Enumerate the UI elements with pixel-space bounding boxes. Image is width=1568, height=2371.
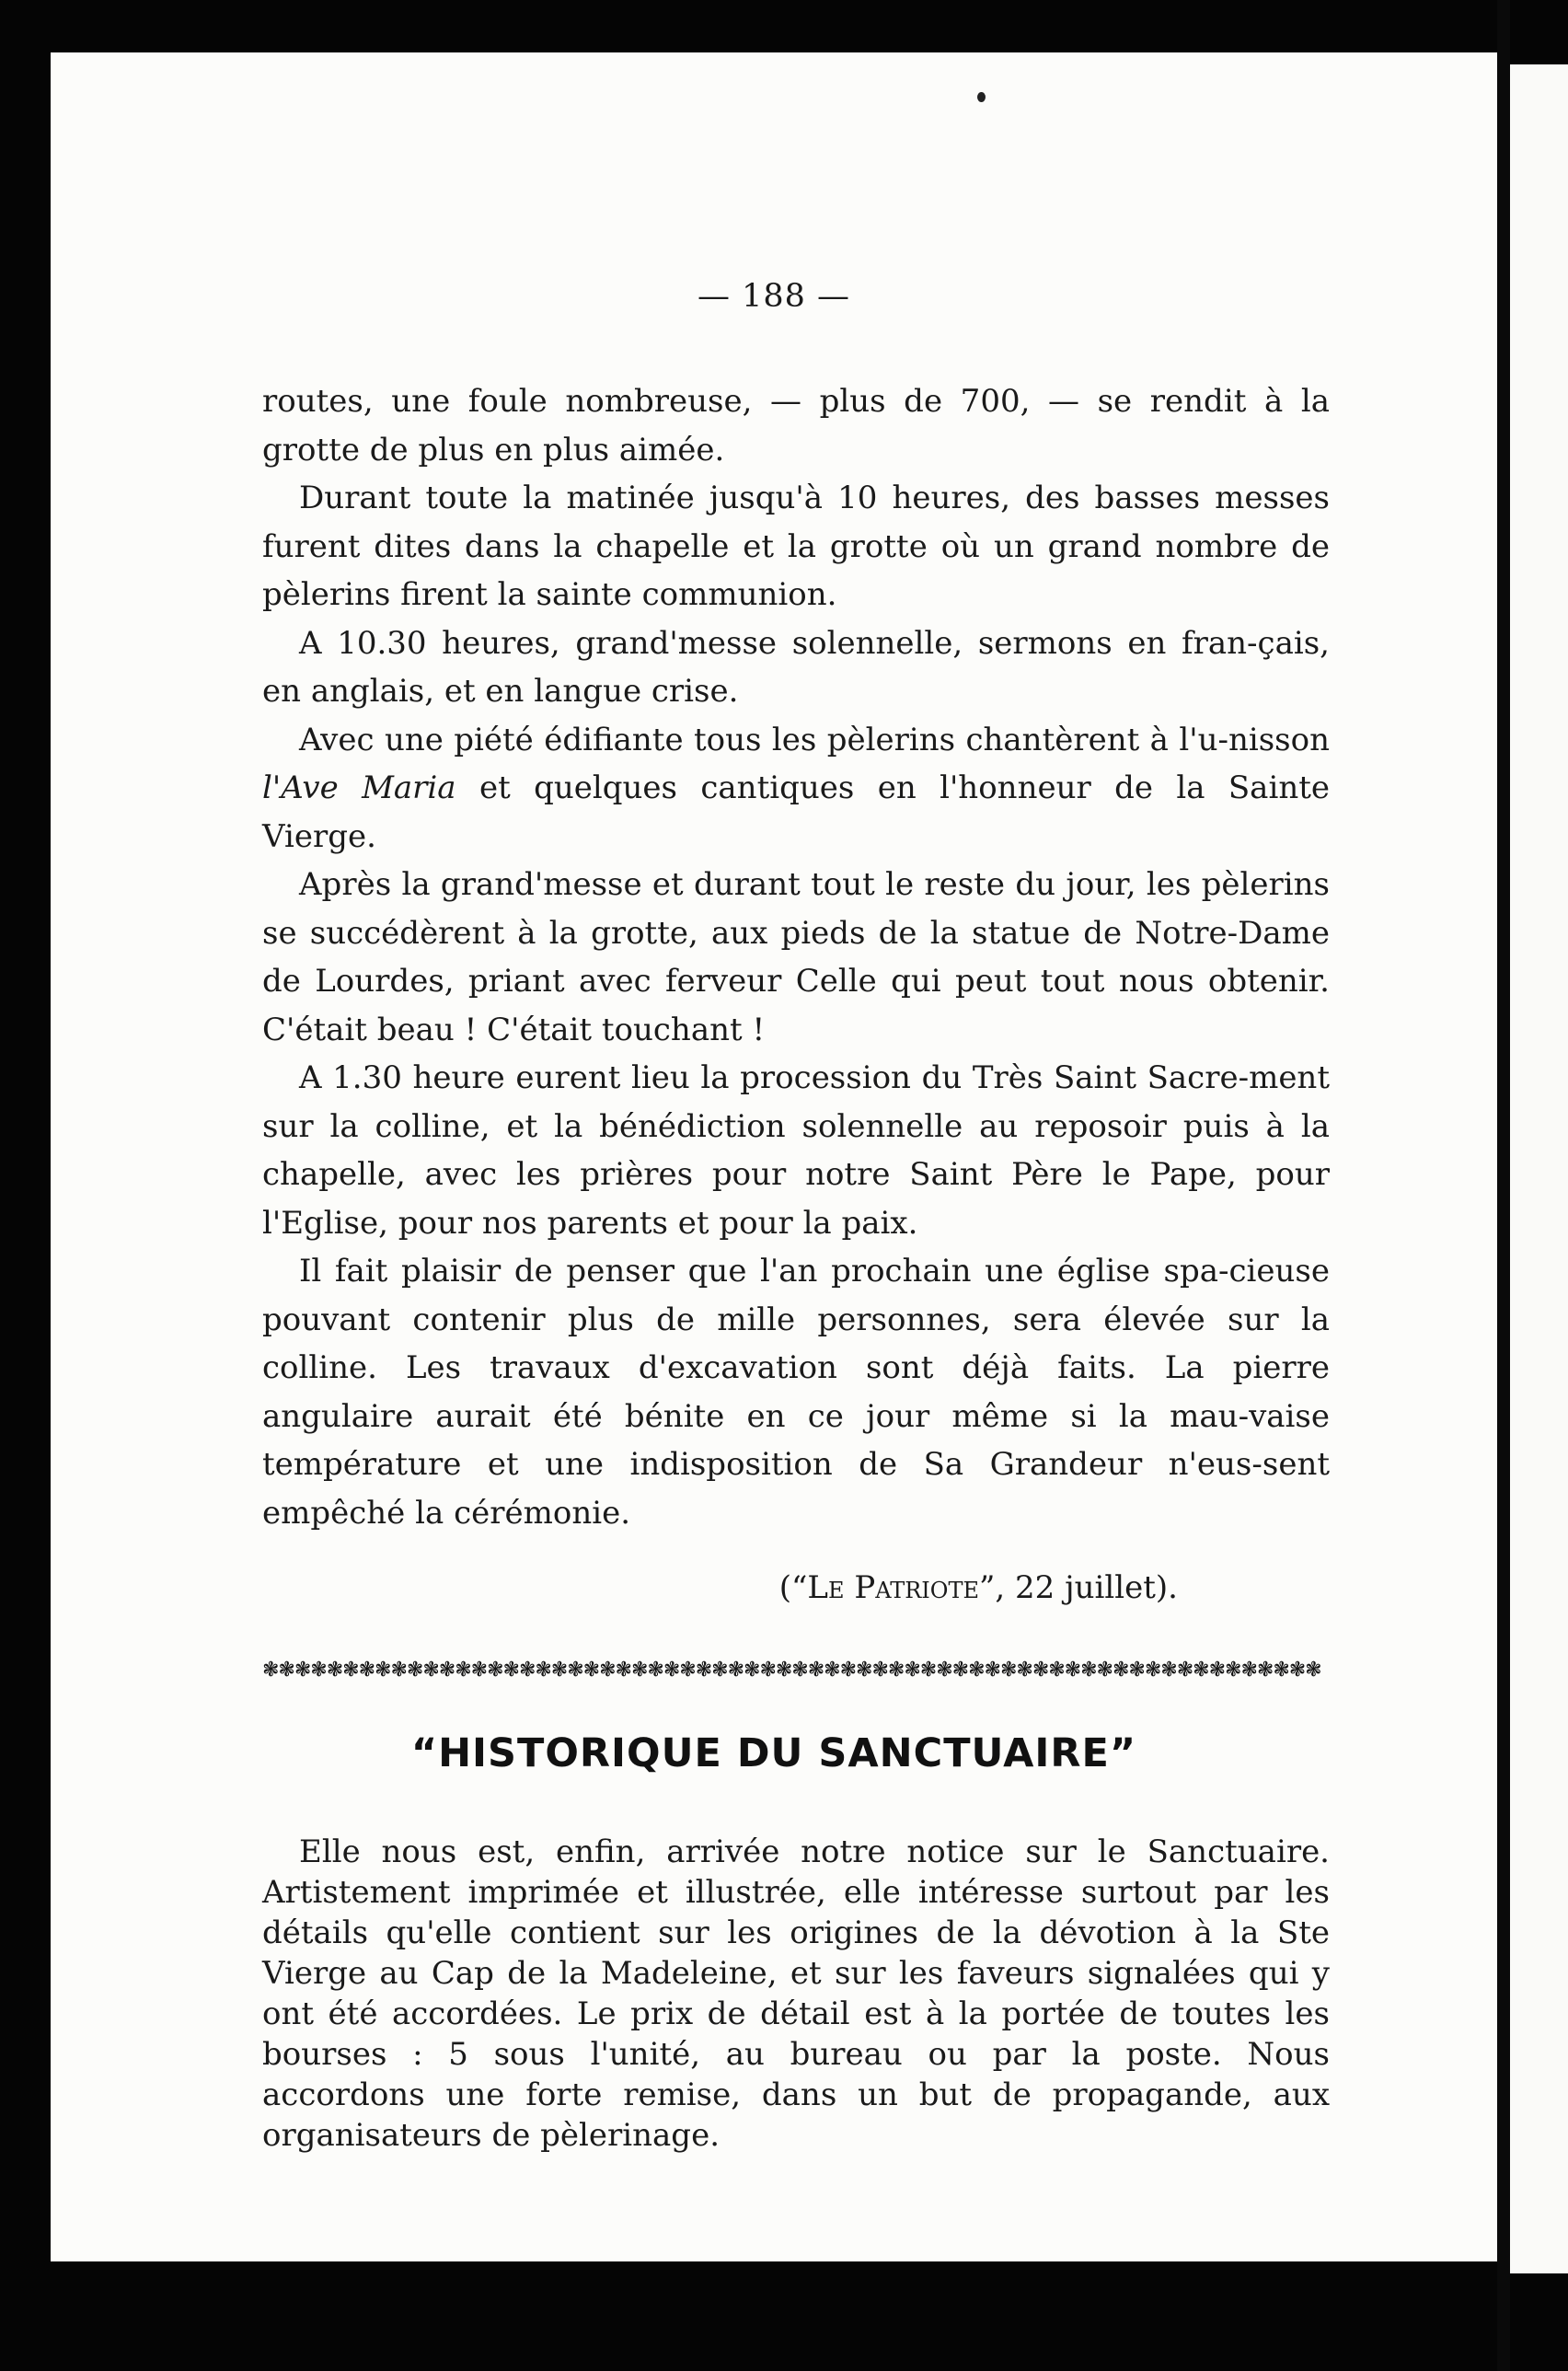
paragraph (262, 716, 1330, 862)
paragraph: A 10.30 heures, grand'messe solennelle, sermons en fran-çais, en anglais, et en langue crise. (262, 624, 1330, 710)
section-heading: “HISTORIQUE DU SANCTUAIRE” (410, 1730, 1137, 1776)
page-number: — 188 — (697, 278, 851, 315)
book-page (51, 52, 1497, 2261)
ink-speck (977, 92, 986, 102)
facing-page-edge (1510, 64, 1568, 2273)
citation-date: ”, 22 juillet). (979, 1569, 1178, 1606)
paragraph: Après la grand'messe et durant tout le reste du jour, les pèlerins se succédèrent à la grotte, aux pieds de la statue de Notre-Dame de Lourdes, priant avec ferveur Celle qui peut tout nous obtenir. C'était beau ! C'était touchant ! (262, 866, 1330, 1048)
source-citation (51, 1569, 1178, 1606)
article-body (262, 377, 1330, 1537)
page-gutter (1497, 0, 1510, 2371)
newspaper-name: Le Patriote (807, 1569, 979, 1606)
paragraph: Durant toute la matinée jusqu'à 10 heures, des basses messes furent dites dans la chapelle et la grotte où un grand nombre de pèlerins firent la sainte communion. (262, 480, 1330, 613)
notice-body (262, 1832, 1330, 2156)
paragraph-text: Avec une piété édifiante tous les pèlerins chantèrent à l'u-nisson (299, 721, 1330, 758)
paragraph: Elle nous est, enfin, arrivée notre notice sur le Sanctuaire. Artistement imprimée et illustrée, elle intéresse surtout par les détails qu'elle contient sur les origines de la dévotion à la Ste Vierge au Cap de la Madeleine, et sur les faveurs signalées qui y ont été accordées. Le prix de détail est à la portée de toutes les bourses : 5 sous l'unité, au bureau ou par la poste. Nous accordons une forte remise, dans un but de propagande, aux organisateurs de pèlerinage. (262, 1833, 1330, 2154)
paragraph: A 1.30 heure eurent lieu la procession du Très Saint Sacre-ment sur la colline, et la bénédiction solennelle au reposoir puis à la chapelle, avec les prières pour notre Saint Père le Pape, pour l'Eglise, pour nos parents et pour la paix. (262, 1059, 1330, 1242)
hymn-title: l'Ave Maria (262, 769, 456, 806)
citation-open: (“ (778, 1569, 808, 1606)
ornamental-divider: ❃❃❃❃❃❃❃❃❃❃❃❃❃❃❃❃❃❃❃❃❃❃❃❃❃❃❃❃❃❃❃❃❃❃❃❃❃❃❃❃❃❃❃❃❃❃❃❃❃❃❃❃❃❃❃❃❃❃❃❃❃❃❃❃❃❃ (262, 1660, 1321, 1681)
paragraph-text: et quelques cantiques en l'honneur de la Sainte Vierge. (262, 769, 1330, 855)
paragraph: routes, une foule nombreuse, — plus de 700, — se rendit à la grotte de plus en plus aimée. (262, 383, 1330, 468)
paragraph: Il fait plaisir de penser que l'an prochain une église spa-cieuse pouvant contenir plus de mille personnes, sera élevée sur la colline. Les travaux d'excavation sont déjà faits. La pierre angulaire aurait été bénite en ce jour même si la mau-vaise température et une indisposition de Sa Grandeur n'eus-sent empêché la cérémonie. (262, 1253, 1330, 1532)
